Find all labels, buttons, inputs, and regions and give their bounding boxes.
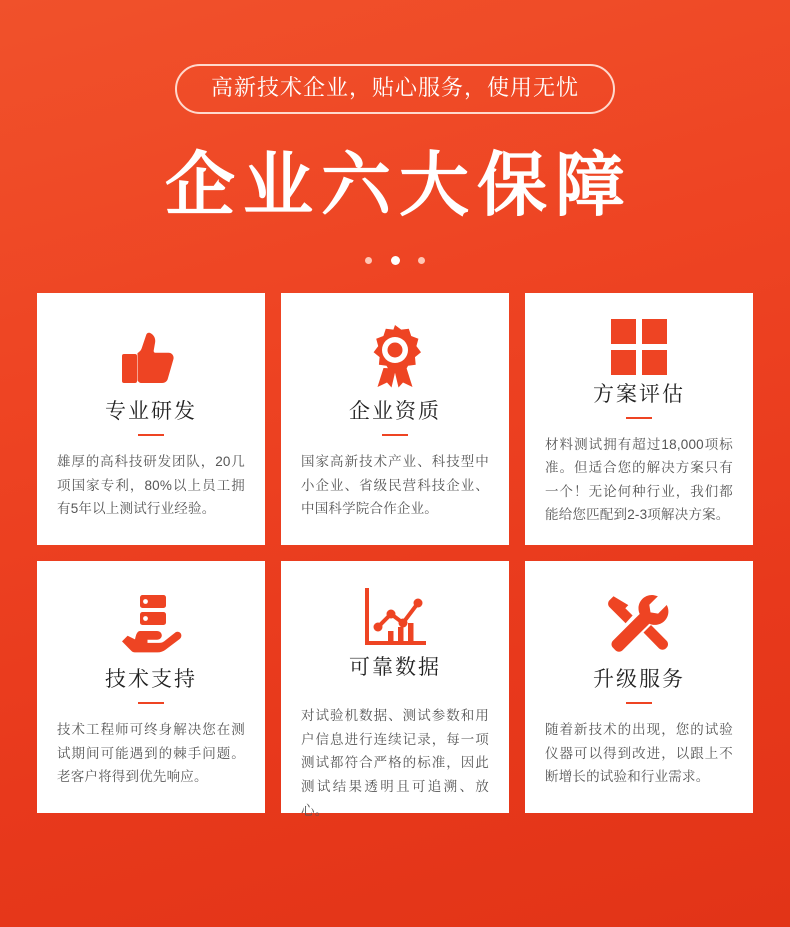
card-title: 企业资质: [349, 400, 441, 423]
feature-card: [525, 293, 753, 545]
dot-center: [391, 256, 400, 265]
feature-card: [281, 561, 509, 818]
feature-grid: [37, 293, 753, 818]
grid-squares-icon: [611, 319, 667, 376]
card-title: 技术支持: [105, 668, 197, 691]
card-title: 方案评估: [593, 382, 685, 406]
card-text: 雄厚的高科技研发团队，20几项国家专利，80%以上员工拥有5年以上测试行业经验。: [57, 454, 245, 517]
card-divider: [626, 417, 652, 419]
hand-support-icon: [117, 587, 185, 661]
card-divider: [626, 702, 652, 704]
card-divider: [382, 434, 408, 436]
decorative-dots: [0, 256, 790, 265]
page-header: [0, 0, 790, 265]
badge-tagline: 高新技术企业，贴心服务，使用无忧: [175, 64, 615, 114]
feature-card: [281, 293, 509, 545]
card-text: 对试验机数据、测试参数和用户信息进行连续记录，每一项测试都符合严格的标准，因此测试结果透明且可追溯、放心。: [301, 708, 489, 818]
card-title: 升级服务: [593, 668, 685, 691]
feature-card: [37, 561, 265, 813]
feature-card: [525, 561, 753, 813]
card-title: 专业研发: [105, 400, 197, 423]
card-title: 可靠数据: [349, 656, 441, 679]
dot-right: [418, 257, 425, 264]
dot-left: [365, 257, 372, 264]
chart-data-icon: [362, 587, 428, 649]
card-text: 随着新技术的出现，您的试验仪器可以得到改进，以跟上不断增长的试验和行业需求。: [545, 722, 733, 785]
thumbs-up-icon: [120, 319, 182, 393]
tools-wrench-icon: [607, 587, 671, 661]
card-text: 材料测试拥有超过18,000项标准。但适合您的解决方案只有一个！无论何种行业，我们都能给您匹配到2-3项解决方案。: [545, 436, 733, 523]
card-text: 国家高新技术产业、科技型中小企业、省级民营科技企业、中国科学院合作企业。: [301, 454, 489, 517]
feature-card: [37, 293, 265, 545]
award-medal-icon: [364, 319, 426, 393]
card-divider: [138, 702, 164, 704]
card-text: 技术工程师可终身解决您在测试期间可能遇到的棘手问题。老客户将得到优先响应。: [57, 722, 245, 785]
card-divider: [138, 434, 164, 436]
page-title: 企业六大保障: [165, 146, 633, 224]
